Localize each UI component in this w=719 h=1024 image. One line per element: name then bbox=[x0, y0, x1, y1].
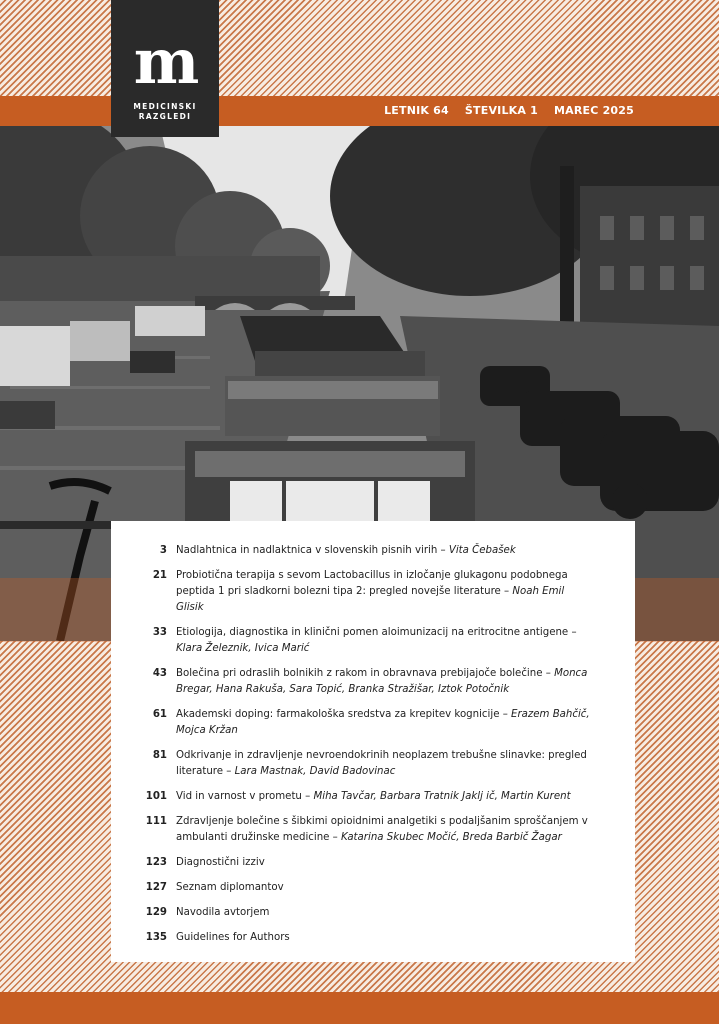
toc-authors: Vita Čebašek bbox=[448, 545, 516, 556]
toc-title: Bolečina pri odraslih bolnikih z rakom in obravnava prebijajoče bolečine – bbox=[176, 668, 555, 679]
issue-info bbox=[372, 96, 634, 126]
toc-page-number: 135 bbox=[145, 932, 167, 943]
issue-volume: LETNIK 64 bbox=[384, 104, 449, 117]
toc-entry bbox=[139, 748, 595, 780]
toc-entry bbox=[139, 789, 595, 805]
toc-title: Nadlahtnica in nadlaktnica v slovenskih pisnih virih – bbox=[176, 545, 449, 556]
toc-authors: Klara Železnik, Ivica Marić bbox=[176, 643, 310, 654]
toc-title: Vid in varnost v prometu – bbox=[176, 791, 314, 802]
toc-entry bbox=[139, 814, 595, 846]
issue-date: MAREC 2025 bbox=[554, 104, 634, 117]
toc-authors: Erazem Bahčič, Mojca Kržan bbox=[176, 709, 590, 736]
toc-authors: Lara Mastnak, David Badovinac bbox=[234, 766, 396, 777]
toc-entry bbox=[139, 855, 595, 871]
toc-title: Guidelines for Authors bbox=[176, 932, 290, 943]
toc-authors: Miha Tavčar, Barbara Tratnik Jaklj ič, Martin Kurent bbox=[313, 791, 571, 802]
toc-page-number: 127 bbox=[145, 882, 167, 893]
toc-entry bbox=[139, 666, 595, 698]
toc-entry bbox=[139, 930, 595, 946]
toc-title: Etiologija, diagnostika in klinični pomen aloimunizacij na eritrocitne antigene – bbox=[176, 627, 577, 638]
toc-title: Akademski doping: farmakološka sredstva za krepitev kognicije – bbox=[176, 709, 512, 720]
toc-entry bbox=[139, 880, 595, 896]
toc-page-number: 33 bbox=[152, 627, 167, 638]
toc-title: Seznam diplomantov bbox=[176, 882, 284, 893]
logo-line-2: RAZGLEDI bbox=[138, 112, 192, 121]
toc-entry bbox=[139, 707, 595, 739]
logo-line-1: MEDICINSKI bbox=[133, 102, 197, 111]
toc-entry bbox=[139, 543, 595, 559]
toc-page-number: 81 bbox=[152, 750, 167, 761]
toc-page-number: 101 bbox=[145, 791, 167, 802]
toc-title: Probiotična terapija s sevom Lactobacillus in izločanje glukagonu podobnega peptida 1 pri sladkorni bolezni tipa 2: pregled novejše literature – bbox=[176, 570, 568, 597]
toc-page-number: 43 bbox=[152, 668, 167, 679]
toc-page-number: 123 bbox=[145, 857, 167, 868]
toc-page-number: 129 bbox=[145, 907, 167, 918]
toc-title: Zdravljenje bolečine s šibkimi opioidnimi analgetiki s podaljšanim sproščanjem v ambulanti družinske medicine – bbox=[176, 816, 588, 843]
toc-entry bbox=[139, 625, 595, 657]
toc-authors: Noah Emil Glisik bbox=[176, 586, 565, 613]
toc-title: Diagnostični izziv bbox=[176, 857, 265, 868]
toc-title: Odkrivanje in zdravljenje nevroendokrinih neoplazem trebušne slinavke: pregled literature – bbox=[176, 750, 587, 777]
table-of-contents bbox=[111, 521, 635, 962]
toc-page-number: 111 bbox=[145, 816, 167, 827]
logo-text bbox=[111, 102, 219, 122]
toc-entry bbox=[139, 905, 595, 921]
toc-authors: Katarina Skubec Močić, Breda Barbič Žagar bbox=[341, 832, 562, 843]
journal-logo bbox=[111, 0, 219, 137]
issue-number: ŠTEVILKA 1 bbox=[464, 104, 538, 117]
toc-page-number: 61 bbox=[152, 709, 167, 720]
logo-mark: m bbox=[133, 25, 197, 98]
toc-authors: Monca Bregar, Hana Rakuša, Sara Topić, Branka Stražišar, Iztok Potočnik bbox=[176, 668, 588, 695]
toc-page-number: 21 bbox=[152, 570, 167, 581]
toc-page-number: 3 bbox=[159, 545, 167, 556]
toc-entry bbox=[139, 568, 595, 616]
toc-title: Navodila avtorjem bbox=[176, 907, 270, 918]
footer-bar bbox=[0, 992, 719, 1024]
